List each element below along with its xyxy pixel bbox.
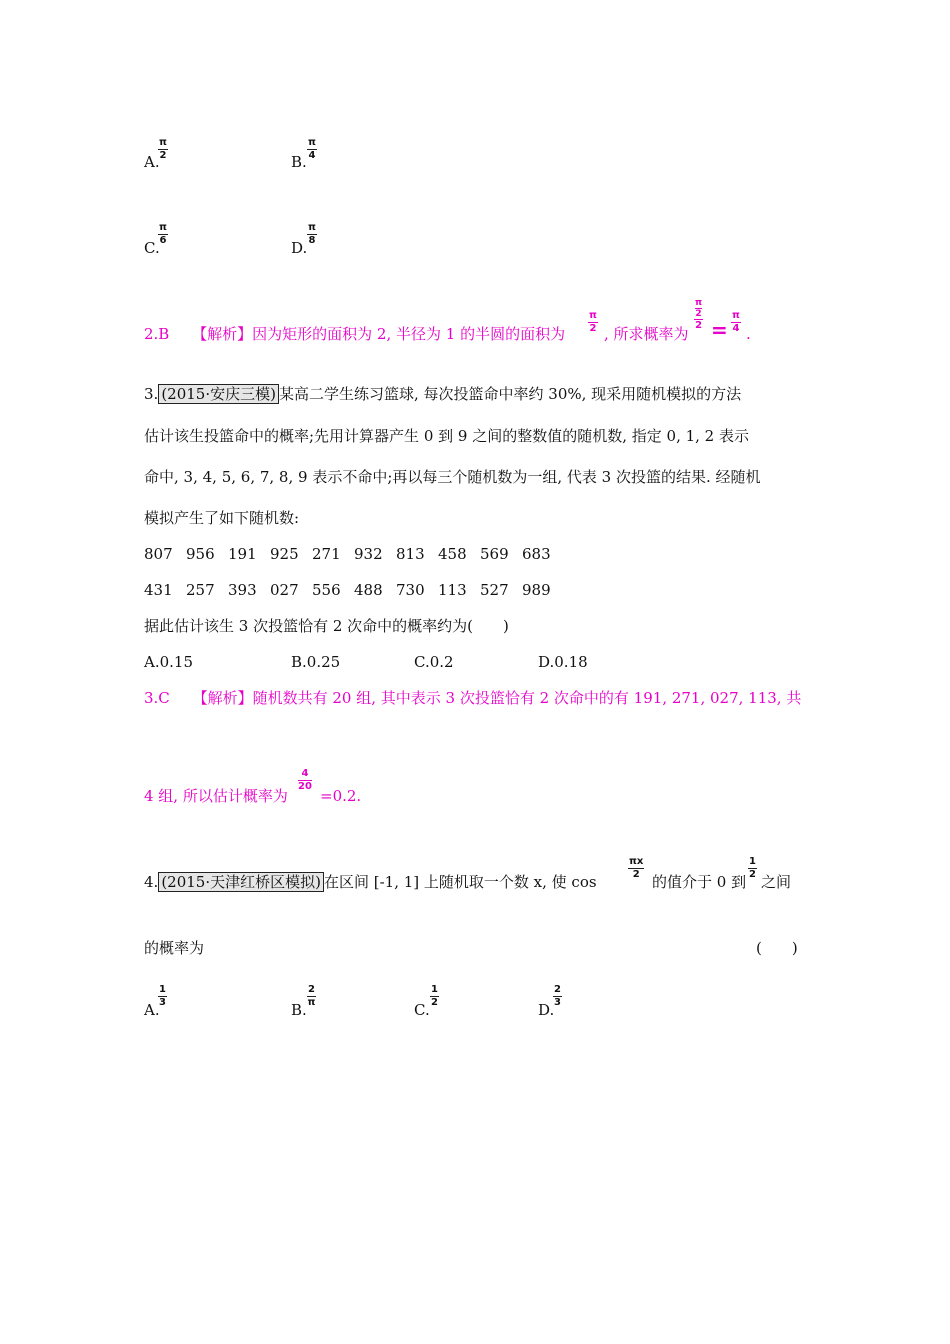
option-label: C.: [144, 239, 160, 257]
question-4-line-1: [144, 872, 597, 892]
q1-option-d: [291, 238, 307, 258]
question-text: 某高二学生练习篮球, 每次投篮命中率约 30%, 现采用随机模拟的方法: [278, 385, 742, 403]
random-number: 925: [270, 545, 299, 563]
answer-2-text-2: , 所求概率为: [604, 325, 689, 343]
answer-3-fraction: $\frac{4}{20}$: [298, 768, 312, 792]
random-numbers-row-2: [144, 580, 564, 600]
q4-option-a: A.: [144, 1001, 160, 1019]
source-tag: (2015·天津红桥区模拟): [158, 872, 324, 892]
q3-option-b: B.0.25: [291, 653, 341, 671]
question-3-line-3: 命中, 3, 4, 5, 6, 7, 8, 9 表示不命中;再以每三个随机数为一组, 代表 3 次投篮的结果. 经随机: [144, 468, 761, 486]
q4-half-fraction: $\frac{1}{2}$: [749, 856, 756, 880]
random-number: 989: [522, 581, 551, 599]
answer-2-fraction-1: $\frac{\pi}{2}$: [589, 310, 597, 334]
question-number: 4.: [144, 873, 159, 891]
question-4-text-2: 的值介于 0 到: [652, 873, 747, 891]
answer-label: 2.B: [144, 325, 170, 343]
answer-2-end: .: [746, 325, 751, 343]
q4-option-c: C.: [414, 1001, 430, 1019]
option-label: B.: [291, 153, 307, 171]
random-number: 569: [480, 545, 509, 563]
random-numbers-row-1: [144, 544, 564, 564]
answer-blank: ( ): [756, 939, 798, 957]
question-4-text-3: 之间: [761, 873, 792, 891]
source-tag: (2015·安庆三模): [158, 384, 279, 404]
random-number: 257: [186, 581, 215, 599]
random-number: 683: [522, 545, 551, 563]
random-number: 488: [354, 581, 383, 599]
question-3-line-4: 模拟产生了如下随机数:: [144, 509, 300, 527]
random-number: 113: [438, 581, 467, 599]
option-label: A.: [144, 153, 160, 171]
question-3-prompt: 据此估计该生 3 次投篮恰有 2 次命中的概率约为( ): [144, 617, 509, 635]
fraction-inner: π 2: [695, 298, 703, 319]
q4-option-c-fraction: $\frac{1}{2}$: [431, 984, 438, 1008]
random-number: 556: [312, 581, 341, 599]
question-number: 3.: [144, 385, 159, 403]
q4-option-b: B.: [291, 1001, 307, 1019]
random-number: 393: [228, 581, 257, 599]
q3-option-d: D.0.18: [538, 653, 588, 671]
random-number: 431: [144, 581, 173, 599]
question-3-line-1: [144, 384, 741, 404]
q4-cos-fraction: $\frac{\pi x}{2}$: [629, 856, 644, 880]
q1-option-c-fraction: $\frac{\pi}{6}$: [159, 222, 167, 246]
random-number: 191: [228, 545, 257, 563]
question-3-line-2: 估计该生投篮命中的概率;先用计算器产生 0 到 9 之间的整数值的随机数, 指定 0, 1, 2 表示: [144, 427, 749, 445]
answer-2-line: [144, 324, 565, 344]
q4-option-a-fraction: $\frac{1}{3}$: [159, 984, 166, 1008]
analysis-tag: 【解析】: [192, 325, 253, 343]
answer-text: 随机数共有 20 组, 其中表示 3 次投篮恰有 2 次命中的有 191, 271, 027, 113, 共: [252, 689, 802, 707]
q1-option-b: [291, 152, 307, 172]
analysis-tag: 【解析】: [192, 689, 253, 707]
q4-option-b-fraction: $\frac{2}{\pi}$: [307, 984, 316, 1008]
q1-option-a-fraction: $\frac{\pi}{2}$: [159, 137, 167, 161]
answer-3-line-1: [144, 688, 801, 708]
random-number: 956: [186, 545, 215, 563]
option-label: D.: [291, 239, 308, 257]
question-text: 在区间 [-1, 1] 上随机取一个数 x, 使 cos: [323, 873, 597, 891]
answer-label: 3.C: [144, 689, 170, 707]
answer-3-line-2: 4 组, 所以估计概率为: [144, 787, 288, 805]
equals-sign: =: [711, 318, 728, 342]
random-number: 458: [438, 545, 467, 563]
q3-option-a: A.0.15: [144, 653, 193, 671]
random-number: 271: [312, 545, 341, 563]
q3-option-c: C.0.2: [414, 653, 454, 671]
answer-2-fraction-2: π 2 2: [695, 298, 703, 331]
random-number: 807: [144, 545, 173, 563]
random-number: 730: [396, 581, 425, 599]
q1-option-b-fraction: $\frac{\pi}{4}$: [308, 137, 316, 161]
random-number: 527: [480, 581, 509, 599]
q4-option-d-fraction: $\frac{2}{3}$: [554, 984, 561, 1008]
answer-text: 因为矩形的面积为 2, 半径为 1 的半圆的面积为: [252, 325, 566, 343]
random-number: 813: [396, 545, 425, 563]
answer-2-fraction-3: $\frac{\pi}{4}$: [732, 310, 740, 334]
question-4-line-2: 的概率为: [144, 939, 205, 957]
q4-option-d: D.: [538, 1001, 555, 1019]
random-number: 932: [354, 545, 383, 563]
q1-option-d-fraction: $\frac{\pi}{8}$: [308, 222, 316, 246]
answer-3-end: =0.2.: [320, 787, 362, 805]
random-number: 027: [270, 581, 299, 599]
